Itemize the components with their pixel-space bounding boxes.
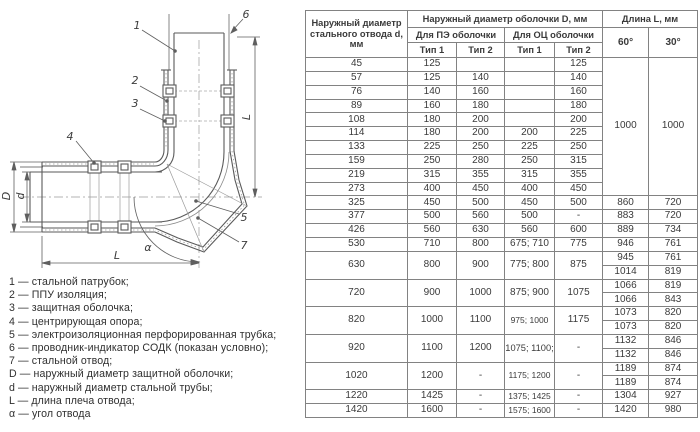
cell-oc-type2: 1075: [555, 279, 603, 307]
cell-pe-type2: 180: [457, 99, 505, 113]
cell-oc-type2: -: [555, 334, 603, 362]
cell-pe-type1: 140: [408, 85, 457, 99]
cell-pe-type2: 200: [457, 113, 505, 127]
cell-pe-type2: 630: [457, 224, 505, 238]
cell-L30: 819: [649, 279, 698, 293]
cell-L30: 846: [649, 334, 698, 348]
cell-L30: 843: [649, 293, 698, 307]
cell-oc-type2: 875: [555, 251, 603, 279]
cell-pe-type2: 560: [457, 210, 505, 224]
legend-item: α — угол отвода: [9, 408, 91, 421]
cell-d: 219: [306, 168, 408, 182]
cell-L30: 874: [649, 376, 698, 390]
cell-pe-type2: -: [457, 362, 505, 390]
cell-L60: 1073: [603, 321, 649, 335]
cell-d: 76: [306, 85, 408, 99]
cell-oc-type1: 875; 900: [505, 279, 555, 307]
cell-oc-type1: 315: [505, 168, 555, 182]
cell-oc-type2: 125: [555, 58, 603, 72]
cell-L60: 945: [603, 251, 649, 265]
legend-item: 1 — стальной патрубок;: [9, 276, 129, 288]
cell-L30: 874: [649, 362, 698, 376]
dimension-lines: [10, 37, 260, 268]
legend-item: D — наружный диаметр защитной оболочки;: [9, 368, 234, 381]
dim-L-right-label: L: [240, 113, 253, 121]
cell-oc-type1: [505, 99, 555, 113]
cell-oc-type1: 560: [505, 224, 555, 238]
spec-table-header: [306, 11, 698, 58]
cell-oc-type1: 250: [505, 154, 555, 168]
callout-2-label: 2: [131, 74, 139, 87]
table-row: [306, 279, 698, 293]
cell-oc-type2: 315: [555, 154, 603, 168]
callout-3-label: 3: [131, 97, 139, 110]
cell-pe-type1: 250: [408, 154, 457, 168]
cell-pe-type2: 200: [457, 127, 505, 141]
cell-L60: 1132: [603, 348, 649, 362]
cell-L60: 1132: [603, 334, 649, 348]
cell-pe-type2: -: [457, 404, 505, 418]
cell-L60: 1189: [603, 376, 649, 390]
cell-pe-type2: 800: [457, 237, 505, 251]
dim-d-label: d: [14, 192, 27, 200]
legend-item: 7 — стальной отвод;: [9, 355, 113, 368]
cell-pe-type1: 125: [408, 58, 457, 72]
header-oc-casing: Для ОЦ оболочки: [505, 28, 603, 43]
cell-pe-type2: 355: [457, 168, 505, 182]
cell-d: 530: [306, 237, 408, 251]
cell-L30: 761: [649, 237, 698, 251]
cell-L60: 1420: [603, 404, 649, 418]
spec-table: [305, 10, 698, 418]
cell-pe-type2: 1100: [457, 307, 505, 335]
cell-pe-type1: 225: [408, 141, 457, 155]
cell-pe-type1: 315: [408, 168, 457, 182]
cell-L30: 820: [649, 307, 698, 321]
legend-item: L — длина плеча отвода;: [9, 394, 135, 407]
cell-L60: 889: [603, 224, 649, 238]
cell-oc-type2: 355: [555, 168, 603, 182]
cell-d: 1220: [306, 390, 408, 404]
cell-pe-type2: [457, 58, 505, 72]
cell-L60: 1014: [603, 265, 649, 279]
cell-pe-type2: 250: [457, 141, 505, 155]
cell-L30: 720: [649, 196, 698, 210]
cell-oc-type2: 140: [555, 71, 603, 85]
cell-L60: 1304: [603, 390, 649, 404]
dim-alpha-label: α: [144, 241, 152, 254]
cell-pe-type1: 180: [408, 113, 457, 127]
table-row: [306, 237, 698, 251]
table-row: [306, 362, 698, 376]
cell-oc-type1: 225: [505, 141, 555, 155]
cell-L30: 927: [649, 390, 698, 404]
cell-oc-type1: 200: [505, 127, 555, 141]
cell-oc-type1: [505, 85, 555, 99]
cell-oc-type1: 975; 1000: [505, 307, 555, 335]
legend-item: 2 — ППУ изоляция;: [9, 289, 107, 302]
cell-L30: 720: [649, 210, 698, 224]
cell-d: 630: [306, 251, 408, 279]
cell-pe-type1: 180: [408, 127, 457, 141]
cell-d: 133: [306, 141, 408, 155]
cell-oc-type2: 450: [555, 182, 603, 196]
cell-L60: 1066: [603, 279, 649, 293]
cell-oc-type1: 1375; 1425: [505, 390, 555, 404]
cell-d: 325: [306, 196, 408, 210]
cell-pe-type1: 1100: [408, 334, 457, 362]
header-pe-casing: Для ПЭ оболочки: [408, 28, 505, 43]
legend-item: d — наружный диаметр стальной трубы;: [9, 381, 213, 394]
cell-oc-type1: 400: [505, 182, 555, 196]
cell-d: 108: [306, 113, 408, 127]
cell-oc-type1: [505, 113, 555, 127]
cell-oc-type1: 775; 800: [505, 251, 555, 279]
callout-6-label: 6: [242, 8, 250, 21]
cell-pe-type1: 500: [408, 210, 457, 224]
cell-L60: 1189: [603, 362, 649, 376]
cell-oc-type2: 1175: [555, 307, 603, 335]
cell-d: 57: [306, 71, 408, 85]
dim-L-bottom-label: L: [113, 249, 121, 262]
elbow-bend: [155, 150, 247, 252]
cell-oc-type2: -: [555, 390, 603, 404]
header-30deg: 30°: [649, 28, 698, 58]
header-pe-type2: Тип 2: [457, 43, 505, 58]
cell-pe-type2: 1000: [457, 279, 505, 307]
table-row: [306, 210, 698, 224]
leader-lines: [76, 19, 243, 242]
cell-oc-type1: [505, 71, 555, 85]
cell-pe-type2: -: [457, 390, 505, 404]
cell-pe-type1: 710: [408, 237, 457, 251]
cell-L30: 761: [649, 251, 698, 265]
table-row: [306, 251, 698, 265]
cell-oc-type1: 1075; 1100;: [505, 334, 555, 362]
table-row: [306, 224, 698, 238]
legend-list: [9, 276, 305, 421]
cell-oc-type2: 160: [555, 85, 603, 99]
cell-L60: 860: [603, 196, 649, 210]
cell-oc-type2: 225: [555, 127, 603, 141]
header-steel-diameter: Наружный диаметр стального отвода d, мм: [306, 11, 408, 58]
cell-oc-type2: 500: [555, 196, 603, 210]
cell-pe-type1: 400: [408, 182, 457, 196]
header-oc-type2: Тип 2: [555, 43, 603, 58]
cell-pe-type1: 1600: [408, 404, 457, 418]
cell-pe-type1: 450: [408, 196, 457, 210]
header-60deg: 60°: [603, 28, 649, 58]
cell-L30: 734: [649, 224, 698, 238]
cell-L30: 1000: [649, 58, 698, 196]
cell-pe-type2: 160: [457, 85, 505, 99]
callout-4-label: 4: [66, 130, 74, 143]
table-row: [306, 196, 698, 210]
header-casing-diameter: Наружный диаметр оболочки D, мм: [408, 11, 603, 28]
cell-d: 377: [306, 210, 408, 224]
dim-D-label: D: [0, 191, 13, 201]
cell-oc-type2: 200: [555, 113, 603, 127]
cell-d: 426: [306, 224, 408, 238]
header-oc-type1: Тип 1: [505, 43, 555, 58]
cell-pe-type2: 1200: [457, 334, 505, 362]
legend-item: 5 — электроизоляционная перфорированная трубка;: [9, 328, 277, 341]
cell-L60: 1066: [603, 293, 649, 307]
cell-pe-type2: 280: [457, 154, 505, 168]
cell-L30: 819: [649, 265, 698, 279]
cell-d: 114: [306, 127, 408, 141]
callout-7-label: 7: [240, 239, 248, 252]
cell-L30: 846: [649, 348, 698, 362]
table-row: [306, 404, 698, 418]
cell-L60: 883: [603, 210, 649, 224]
cell-d: 159: [306, 154, 408, 168]
header-pe-type1: Тип 1: [408, 43, 457, 58]
cell-pe-type2: 900: [457, 251, 505, 279]
cell-oc-type1: 675; 710: [505, 237, 555, 251]
cell-d: 820: [306, 307, 408, 335]
legend-item: 3 — защитная оболочка;: [9, 302, 134, 315]
cell-oc-type2: -: [555, 210, 603, 224]
cell-L60: 1073: [603, 307, 649, 321]
cell-oc-type1: [505, 58, 555, 72]
callout-1-label: 1: [133, 19, 141, 32]
cell-oc-type2: 250: [555, 141, 603, 155]
cell-d: 920: [306, 334, 408, 362]
cell-oc-type1: 450: [505, 196, 555, 210]
cell-pe-type1: 900: [408, 279, 457, 307]
cell-oc-type1: 500: [505, 210, 555, 224]
cell-pe-type1: 1200: [408, 362, 457, 390]
cell-pe-type2: 500: [457, 196, 505, 210]
cell-pe-type2: 140: [457, 71, 505, 85]
spec-table-body: [306, 58, 698, 418]
callout-5-label: 5: [240, 211, 248, 224]
cell-d: 1020: [306, 362, 408, 390]
header-length: Длина L, мм: [603, 11, 698, 28]
cell-oc-type2: 180: [555, 99, 603, 113]
cell-d: 89: [306, 99, 408, 113]
table-row: [306, 58, 698, 72]
cell-d: 720: [306, 279, 408, 307]
cell-oc-type2: -: [555, 404, 603, 418]
cell-d: 45: [306, 58, 408, 72]
cell-L60: 1000: [603, 58, 649, 196]
cell-pe-type1: 1425: [408, 390, 457, 404]
cell-pe-type1: 1000: [408, 307, 457, 335]
cell-pe-type1: 125: [408, 71, 457, 85]
elbow-drawing: [0, 0, 300, 275]
cell-oc-type2: 775: [555, 237, 603, 251]
cell-L30: 980: [649, 404, 698, 418]
cell-pe-type1: 800: [408, 251, 457, 279]
cell-L60: 946: [603, 237, 649, 251]
cell-d: 273: [306, 182, 408, 196]
cell-d: 1420: [306, 404, 408, 418]
cell-oc-type2: -: [555, 362, 603, 390]
cell-oc-type1: 1575; 1600: [505, 404, 555, 418]
cell-L30: 820: [649, 321, 698, 335]
cell-oc-type2: 600: [555, 224, 603, 238]
table-row: [306, 307, 698, 321]
cell-pe-type2: 450: [457, 182, 505, 196]
cell-oc-type1: 1175; 1200: [505, 362, 555, 390]
table-row: [306, 334, 698, 348]
legend-item: 6 — проводник-индикатор СОДК (показан условно);: [9, 342, 269, 355]
table-row: [306, 390, 698, 404]
cell-pe-type1: 160: [408, 99, 457, 113]
legend-item: 4 — центрирующая опора;: [9, 315, 143, 328]
cell-pe-type1: 560: [408, 224, 457, 238]
